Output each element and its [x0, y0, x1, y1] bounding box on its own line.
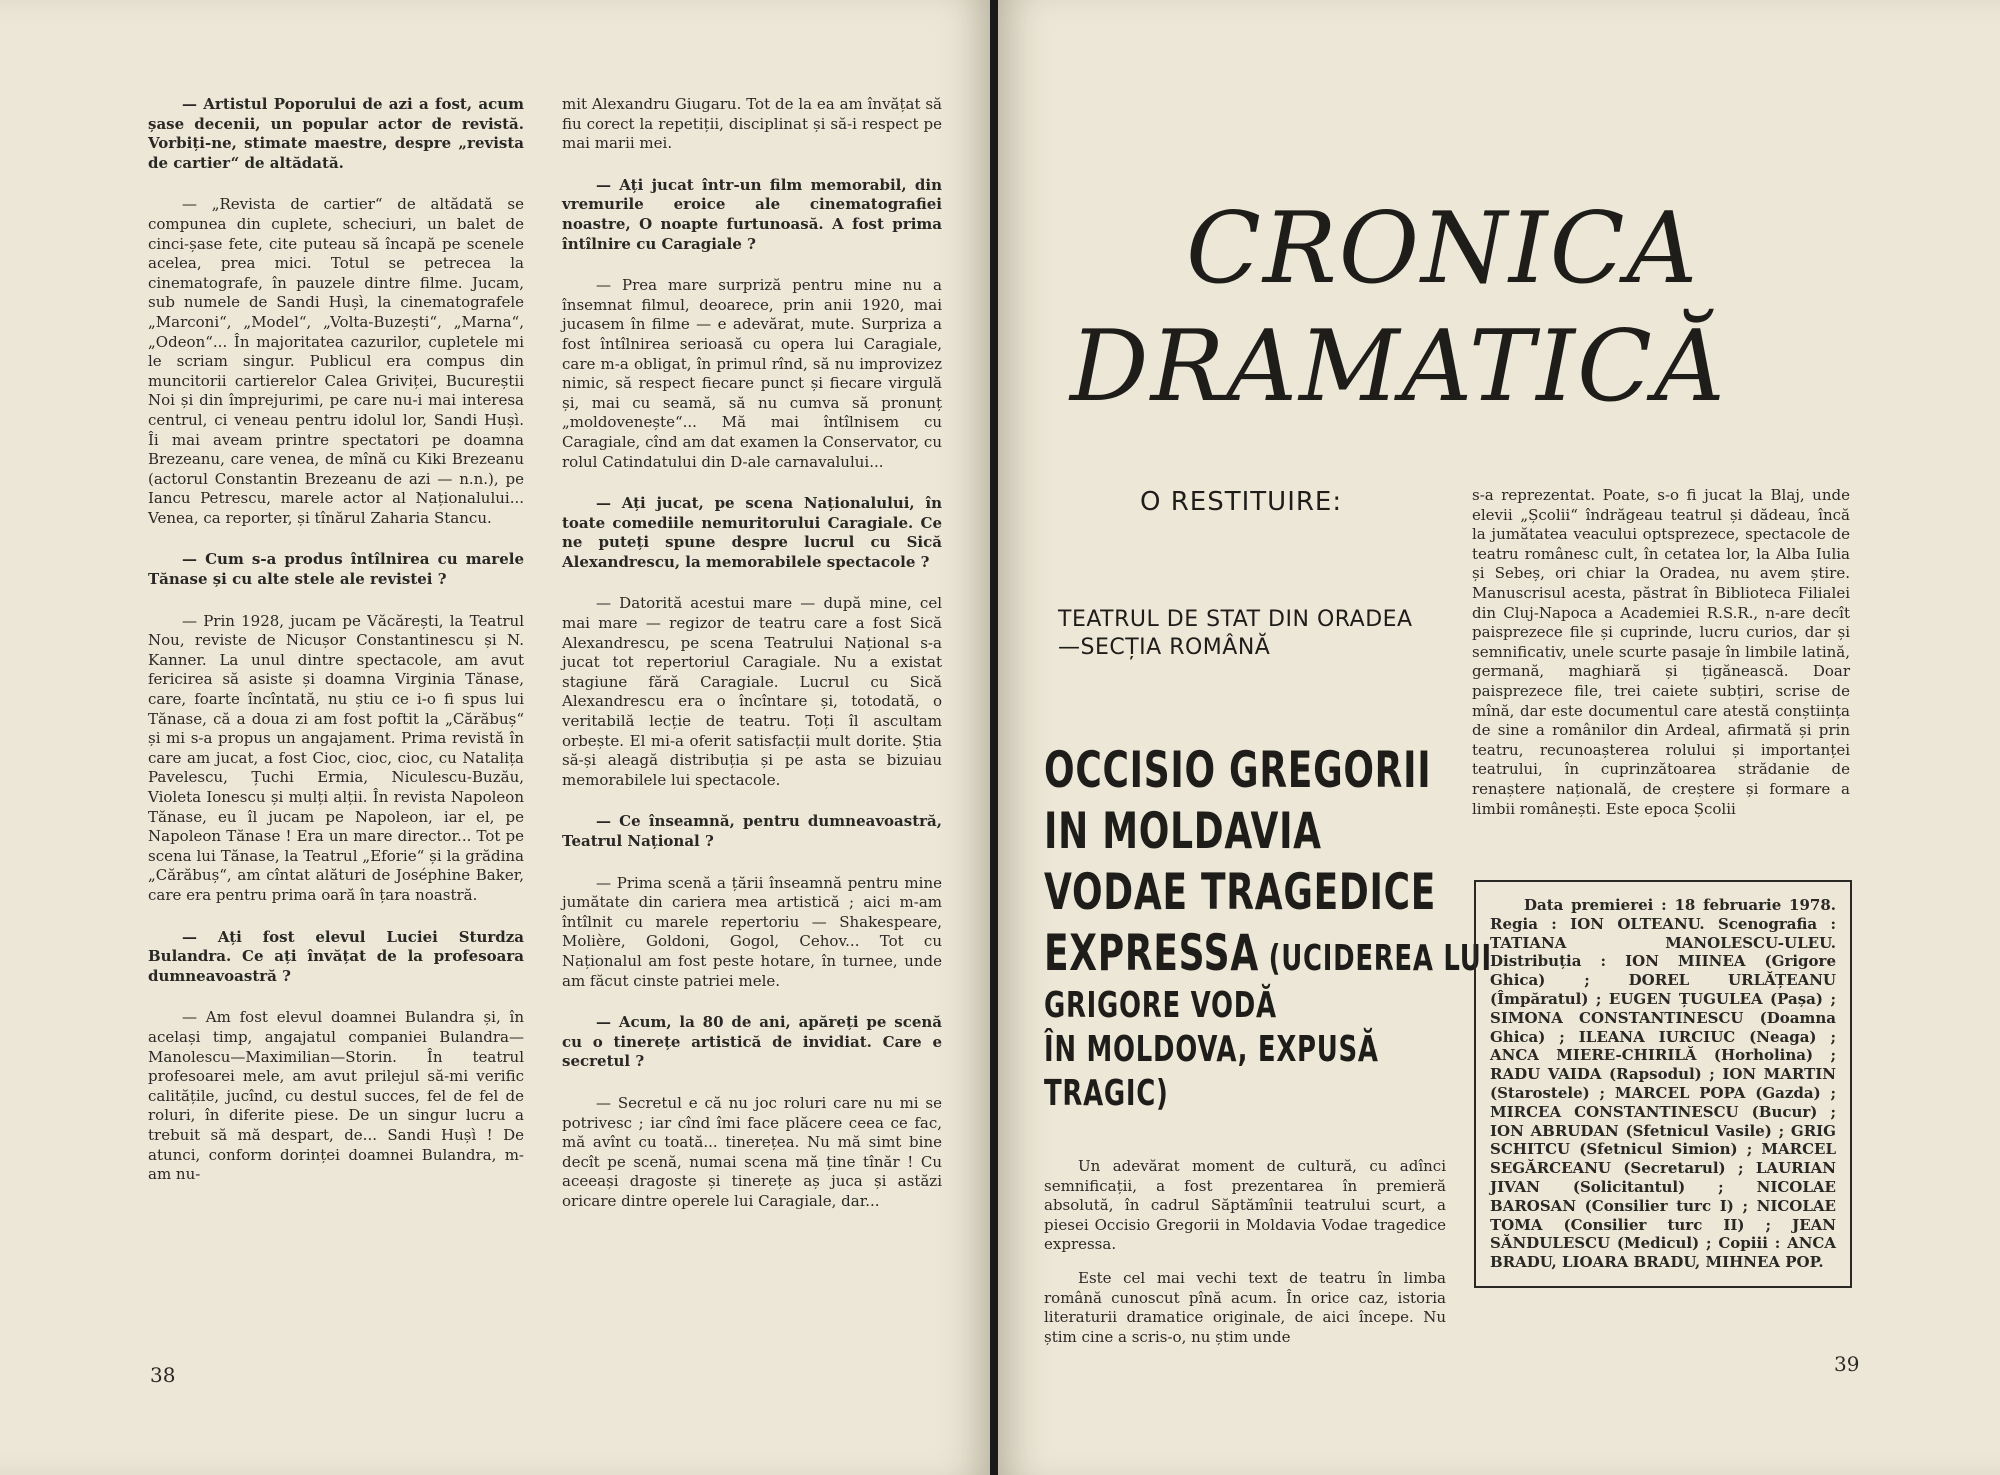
theatre-heading-line1: TEATRUL DE STAT DIN ORADEA — [1058, 607, 1413, 632]
interview-paragraph: — Prea mare surpriză pentru mine nu a însemnat filmul, deoarece, prin anii 1920, mai jucasem în filme — e adevărat, mute. Surpriza a fost întîlnirea serioasă cu opera lui Caragiale, care m-a obligat, în primul rînd, să nu improvizez nimic, să respect fiecare punct și fiecare virgulă și, mai cu seamă, să nu cumva să pronunț „moldovenește“... Mă mai întîlnisem cu Caragiale, cînd am dat examen la Conservator, cu rolul Catindatului din D-ale carnavalului... — [562, 276, 942, 471]
page-number-left: 38 — [150, 1363, 176, 1387]
theatre-heading — [1058, 606, 1413, 662]
play-title-line3: VODAE TRAGEDICE — [1044, 863, 1437, 921]
credits-box — [1474, 880, 1852, 1288]
theatre-heading-line2: —SECȚIA ROMÂNĂ — [1058, 635, 1271, 660]
right-column — [1472, 486, 1850, 841]
intro-paragraph: Un adevărat moment de cultură, cu adînci semnificații, a fost prezentarea în premieră absolută, în cadrul Săptămînii teatrului scurt, a piesei Occisio Gregorii in Moldavia Vodae tragedice expressa. — [1044, 1157, 1446, 1254]
right-page — [998, 0, 2000, 1475]
restituire-heading: O RESTITUIRE: — [1140, 487, 1343, 517]
play-title-line5: GRIGORE VODĂ — [1044, 985, 1277, 1026]
page-number-right: 39 — [1834, 1352, 1860, 1376]
credits-text: Data premierei : 18 februarie 1978. Regia : ION OLTEANU. Scenografia : TATIANA MANOLESCU-ULEU. Distribuția : ION MIINEA (Grigore Ghica) ; DOREL URLĂȚEANU (Împăratul) ; EUGEN ȚUGULEA (Pașa) ; SIMONA CONSTANTINESCU (Doamna Ghica) ; ILEANA IURCIUC (Neaga) ; ANCA MIERE-CHIRILĂ (Horholina) ; RADU VAIDA (Rapsodul) ; ION MARTIN (Starostele) ; MARCEL POPA (Gazda) ; MIRCEA CONSTANTINESCU (Bucur) ; ION ABRUDAN (Sfetnicul Vasile) ; GRIG SCHITCU (Sfetnicul Simion) ; MARCEL SEGĂRCEANU (Secretarul) ; LAURIAN JIVAN (Solicitantul) ; NICOLAE BAROSAN (Consilier turc I) ; NICOLAE TOMA (Consilier turc II) ; JEAN SĂNDULESCU (Medicul) ; Copiii : ANCA BRADU, LIOARA BRADU, MIHNEA POP. — [1490, 896, 1836, 1272]
intro-text — [1044, 1157, 1446, 1361]
left-page — [0, 0, 990, 1475]
play-title-line7: TRAGIC) — [1044, 1072, 1169, 1114]
play-title-line4-b: (UCIDEREA LUI — [1258, 938, 1492, 979]
section-title-line2: DRAMATICĂ — [1070, 310, 1727, 424]
play-title — [1044, 740, 1492, 1116]
interview-paragraph: — Secretul e că nu joc roluri care nu mi se potrivesc ; iar cînd îmi face plăcere ceea ce fac, mă avînt cu toată... tinerețea. Nu mă simt bine decît pe scenă, numai scena mă ține tînăr ! Cu aceeași dragoste și tinerețe aș juca și astăzi oricare dintre operele lui Caragiale, dar... — [562, 1093, 942, 1210]
left-column-2 — [562, 95, 942, 1234]
left-column-1 — [148, 95, 524, 1207]
interview-question: — Artistul Poporului de azi a fost, acum șase decenii, un popular actor de revistă. Vorbiți-ne, stimate maestre, despre „revista de cartier“ de altădată. — [148, 95, 524, 172]
interview-paragraph: — Am fost elevul doamnei Bulandra și, în același timp, angajatul companiei Bulandra—Manolescu—Maximilian—Storin. În teatrul profesoarei mele, am avut prilejul să-mi verific calitățile, jucînd, cu destul succes, fel de fel de roluri, în diferite piese. De un singur lucru a trebuit să mă despart, de... Sandi Hușì ! De atunci, conform dorinței doamnei Bulandra, m-am nu- — [148, 1008, 524, 1184]
right-column-text: s-a reprezentat. Poate, s-o fi jucat la Blaj, unde elevii „Școlii“ îndrăgeau teatrul și dădeau, încă la jumătatea veacului optsprezece, spectacole de teatru românesc cult, în cetatea lor, la Alba Iulia și Sebeș, ori chiar la Oradea, nu avem știre. Manuscrisul acesta, păstrat în Biblioteca Filialei din Cluj-Napoca a Academiei R.S.R., n-are decît paisprezece file și cuprinde, lucru curios, dar și semnificativ, unele scurte pasaje în limbile latină, germană, maghiară și țigănească. Doar paisprezece file, trei caiete subțiri, scrise de mînă, dar este documentul care atestă conștiința de sine a românilor din Ardeal, afirmată și prin teatru, recunoașterea rolului și importanței teatrului, în cuprinzătoarea strădanie de renaștere națională, de creștere și formare a limbii românești. Este epoca Școlii — [1472, 486, 1850, 818]
interview-question: — Ați fost elevul Luciei Sturdza Bulandra. Ce ați învățat de la profesoara dumneavoastră ? — [148, 927, 524, 985]
interview-paragraph: — Datorită acestui mare — după mine, cel mai mare — regizor de teatru care a fost Sică Alexandrescu, pe scena Teatrului Național s-a jucat tot repertoriul Caragiale. Nu a existat stagiune fără Caragiale. Lucrul cu Sică Alexandrescu era o încîntare și, totodată, o veritabilă lecție de teatru. Toți îl ascultam orbește. El mi-a oferit satisfacții mult dorite. Știa să-și aleagă distribuția și pe asta se bizuiau memorabilele lui spectacole. — [562, 594, 942, 789]
intro-paragraph: Este cel mai vechi text de teatru în limba română cunoscut pînă acum. În orice caz, istoria literaturii dramatice originale, de aici începe. Nu știm cine a scris-o, nu știm unde — [1044, 1268, 1446, 1346]
interview-question: — Acum, la 80 de ani, apăreți pe scenă cu o tinerețe artistică de invidiat. Care e secretul ? — [562, 1013, 942, 1071]
interview-question: — Ați jucat, pe scena Naționalului, în toate comediile nemuritorului Caragiale. Ce ne puteți spune despre lucrul cu Sică Alexandrescu, la memorabilele spectacole ? — [562, 494, 942, 571]
interview-paragraph: — Prin 1928, jucam pe Văcărești, la Teatrul Nou, reviste de Nicușor Constantinescu și N. Kanner. La unul dintre spectacole, am avut fericirea să asiste și doamna Virginia Tănase, care, foarte încîntată, nu știu ce i-o fi spus lui Tănase, că a doua zi am fost poftit la „Cărăbuș“ și mi s-a propus un angajament. Prima revistă în care am jucat, a fost Cioc, cioc, cioc, cu Natalița Pavelescu, Țuchi Ermia, Niculescu-Buzău, Violeta Ionescu și mulți alții. În revista Napoleon Tănase, eu îl jucam pe Napoleon, iar el, pe Napoleon Tănase ! Era un mare director... Tot pe scena lui Tănase, la Teatrul „Eforie“ și la grădina „Cărăbuș“, am cîntat alături de Joséphine Baker, care era pentru prima oară în țara noastră. — [148, 611, 524, 904]
section-title-line1: CRONICA — [1186, 192, 1700, 306]
play-title-line4 — [1044, 923, 1492, 984]
play-title-line1: OCCISIO GREGORII — [1044, 741, 1432, 799]
interview-paragraph: — „Revista de cartier“ de altădată se compunea din cuplete, scheciuri, un balet de cinci-șase fete, cite puteau să încapă pe scenele acelea, prea mici. Totul se petrecea la cinematografe, în pauzele dintre filme. Jucam, sub numele de Sandi Hușì, la cinematografele „Marconi“, „Model“, „Volta-Buzești“, „Marna“, „Odeon“... În majoritatea cazurilor, cupletele mi le scriam singur. Publicul era compus din muncitorii cartierelor Calea Griviței, Bucureștii Noi și din împrejurimi, pe care nu-i mai interesa centrul, ci veneau pentru idolul lor, Sandi Hușì. Îi mai aveam printre spectatori pe doamna Brezeanu, care venea, de mînă cu Kiki Brezeanu (actorul Constantin Brezeanu de azi — n.n.), pe Iancu Petrescu, marele actor al Naționalului... Venea, ca reporter, și tînărul Zaharia Stancu. — [148, 195, 524, 527]
interview-question: — Ce înseamnă, pentru dumneavoastră, Teatrul Național ? — [562, 812, 942, 850]
interview-paragraph: — Prima scenă a țării înseamnă pentru mine jumătate din cariera mea artistică ; aici m-am întîlnit cu marele repertoriu — Shakespeare, Molière, Goldoni, Gogol, Cehov... Tot cu Naționalul am fost peste hotare, în turnee, unde am făcut cinste patriei mele. — [562, 873, 942, 990]
interview-question: — Cum s-a produs întîlnirea cu marele Tănase și cu alte stele ale revistei ? — [148, 550, 524, 589]
play-title-line2: IN MOLDAVIA — [1044, 802, 1322, 860]
play-title-line6: ÎN MOLDOVA, EXPUSĂ — [1044, 1028, 1379, 1070]
interview-paragraph: mit Alexandru Giugaru. Tot de la ea am învățat să fiu corect la repetiții, disciplinat și să-i respect pe mai marii mei. — [562, 95, 942, 153]
interview-question: — Ați jucat într-un film memorabil, din vremurile eroice ale cinematografiei noastre, O noapte furtunoasă. A fost prima întîlnire cu Caragiale ? — [562, 175, 942, 253]
play-title-line4-a: EXPRESSA — [1044, 924, 1259, 982]
